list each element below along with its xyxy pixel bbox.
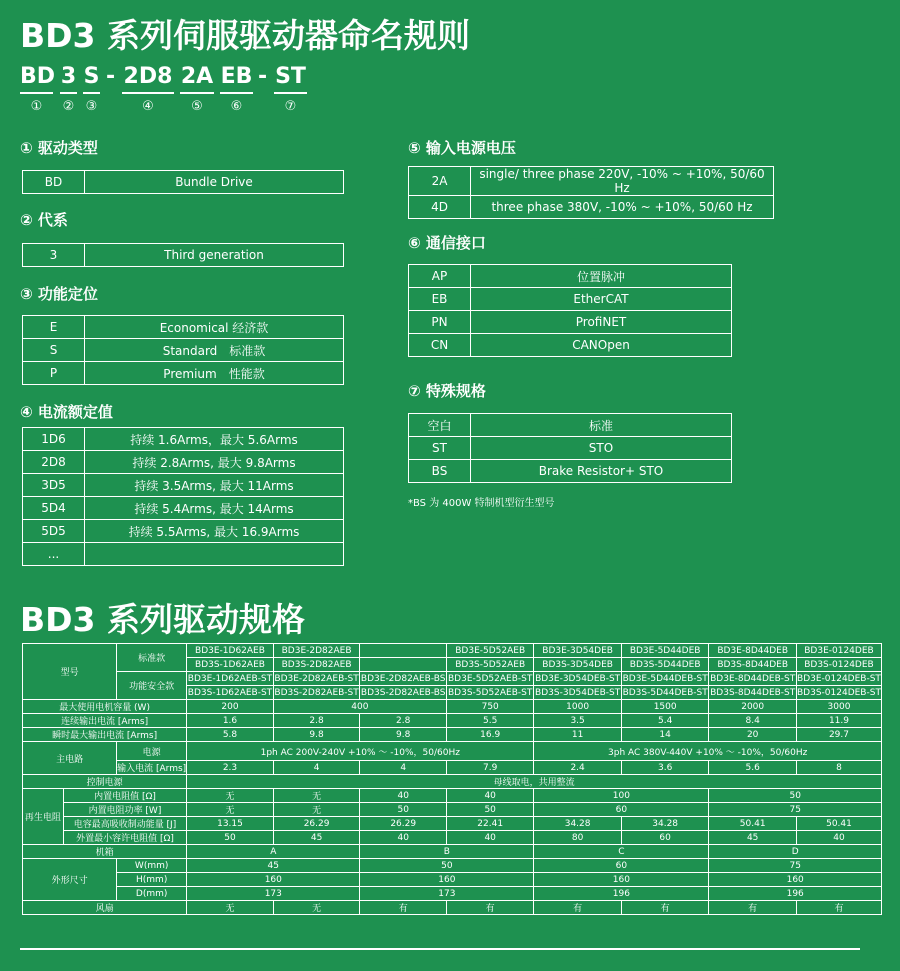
table-cell: BD3S-3D54DEB-ST	[535, 687, 621, 698]
table-cell: 1D6	[23, 428, 85, 451]
table-cell: 34.28	[621, 817, 709, 831]
table-cell: BD3S-2D82AEB-ST	[274, 687, 359, 698]
table-cell: 2.8	[273, 714, 360, 728]
drive-type-table	[22, 170, 344, 194]
table-cell: 持续 2.8Arms, 最大 9.8Arms	[85, 451, 344, 474]
table-cell: 无	[273, 789, 360, 803]
table-row	[23, 803, 882, 817]
table-cell: 3.6	[621, 761, 709, 775]
table-cell: ProfiNET	[471, 311, 732, 334]
table-cell: 空白	[409, 414, 471, 437]
table-row	[23, 901, 882, 915]
table-cell: BD3E-2D82AEB-BS	[360, 673, 446, 684]
table-cell: 有	[447, 901, 534, 915]
table-cell: BD3E-0124DEB-ST	[797, 673, 881, 684]
table-row	[23, 845, 882, 859]
table-cell: 8	[796, 761, 881, 775]
table-cell: 5.6	[709, 761, 797, 775]
table-cell: 无	[273, 803, 360, 817]
table-cell: Brake Resistor+ STO	[471, 460, 732, 483]
table-cell: BD3E-5D44DEB	[621, 644, 709, 658]
table-row	[23, 831, 882, 845]
table-cell: 200	[187, 700, 274, 714]
table-cell: 持续 5.4Arms, 最大 14Arms	[85, 497, 344, 520]
section-function: ③ 功能定位	[20, 285, 98, 303]
table-cell: 5.8	[187, 728, 274, 742]
table-cell: 11	[534, 728, 622, 742]
table-cell: 3.5	[534, 714, 622, 728]
table-cell: 50	[360, 803, 447, 817]
table-cell: 1.6	[187, 714, 274, 728]
table-cell: ST	[409, 437, 471, 460]
table-cell: 9.8	[273, 728, 360, 742]
table-row	[23, 362, 344, 385]
table-cell: 20	[709, 728, 797, 742]
section-current: ④ 电流额定值	[20, 403, 113, 421]
table-cell: 100	[534, 789, 709, 803]
table-cell: BD3E-5D52AEB-ST	[448, 673, 533, 684]
table-cell: B	[360, 845, 534, 859]
table-row	[23, 474, 344, 497]
table-cell: BD3S-2D82AEB-BS	[360, 687, 446, 698]
table-cell: 2D8	[23, 451, 85, 474]
table-cell: 标准款	[117, 644, 187, 672]
section-comm: ⑥ 通信接口	[408, 234, 486, 252]
table-cell: 7.9	[447, 761, 534, 775]
table-cell: 11.9	[796, 714, 881, 728]
table-cell: BD3S-5D52AEB-ST	[448, 687, 533, 698]
code-part-generation: 3 ②	[60, 64, 77, 114]
table-cell: BD3S-1D62AEB	[187, 658, 274, 672]
table-row	[23, 339, 344, 362]
table-cell: 400	[273, 700, 446, 714]
table-cell: 3ph AC 380V-440V +10% ～ -10%，50/60Hz	[534, 742, 882, 761]
code-part-comm: EB ⑥	[220, 64, 253, 114]
table-cell: 无	[187, 789, 274, 803]
table-cell: W(mm)	[117, 859, 187, 873]
table-cell: EtherCAT	[471, 288, 732, 311]
table-cell: BD3E-3D54DEB-ST	[535, 673, 621, 684]
table-cell: 4	[360, 761, 447, 775]
table-cell: BD3E-1D62AEB	[187, 644, 274, 658]
table-cell: 内置电阻功率 [W]	[63, 803, 186, 817]
table-cell	[85, 543, 344, 566]
table-cell: 75	[709, 803, 882, 817]
table-cell: 50.41	[709, 817, 797, 831]
table-row	[23, 873, 882, 887]
table-row	[23, 672, 882, 686]
table-cell: 60	[534, 803, 709, 817]
table-cell: 160	[187, 873, 360, 887]
table-cell: single/ three phase 220V, -10% ~ +10%, 50/60 Hz	[471, 167, 774, 196]
table-cell: 45	[273, 831, 360, 845]
table-cell: BD3E-5D52AEB	[447, 644, 534, 658]
code-part-current: 2D8 ④	[123, 64, 173, 114]
table-row	[409, 437, 732, 460]
table-cell: BD3S-8D44DEB	[709, 658, 797, 672]
table-cell: 50	[709, 789, 882, 803]
table-cell: 40	[796, 831, 881, 845]
section-generation: ② 代系	[20, 211, 68, 229]
table-cell: BD3S-5D44DEB-ST	[622, 687, 708, 698]
table-cell: BD3S-0124DEB-ST	[797, 687, 881, 698]
table-cell: 5D4	[23, 497, 85, 520]
table-row	[23, 497, 344, 520]
table-cell: Third generation	[85, 244, 344, 267]
table-cell: BD3S-8D44DEB-ST	[710, 687, 796, 698]
table-cell: 60	[534, 859, 709, 873]
table-cell: Standard 标准款	[85, 339, 344, 362]
table-cell: 16.9	[447, 728, 534, 742]
table-cell: 2A	[409, 167, 471, 196]
table-cell: BD3S-5D52AEB	[447, 658, 534, 672]
table-cell: 2000	[709, 700, 797, 714]
table-row	[23, 714, 882, 728]
function-table	[22, 315, 344, 385]
table-cell: STO	[471, 437, 732, 460]
table-cell: ...	[23, 543, 85, 566]
table-row	[409, 460, 732, 483]
section-drive-type: ① 驱动类型	[20, 139, 98, 157]
table-row	[409, 265, 732, 288]
table-cell: 50	[187, 831, 274, 845]
bottom-divider	[20, 948, 860, 950]
table-cell: 1000	[534, 700, 622, 714]
table-cell: 34.28	[534, 817, 622, 831]
table-row	[23, 244, 344, 267]
table-cell: 45	[709, 831, 797, 845]
table-cell: 主电路	[23, 742, 117, 775]
table-cell: 最大使用电机容量 (W)	[23, 700, 187, 714]
table-cell: BD	[23, 171, 85, 194]
table-cell: 有	[621, 901, 709, 915]
table-cell: BD3E-1D62AEB-ST	[187, 673, 273, 684]
table-cell: 控制电源	[23, 775, 187, 789]
table-cell: 14	[621, 728, 709, 742]
current-table	[22, 427, 344, 566]
table-cell: 2.8	[360, 714, 447, 728]
table-row	[409, 414, 732, 437]
code-part-function: S ③	[83, 64, 100, 114]
table-row	[409, 288, 732, 311]
spec-table	[22, 643, 882, 915]
table-row	[23, 543, 344, 566]
table-cell: BD3S-0124DEB	[796, 658, 881, 672]
table-cell: 9.8	[360, 728, 447, 742]
generation-table	[22, 243, 344, 267]
table-cell: BS	[409, 460, 471, 483]
table-cell: three phase 380V, -10% ~ +10%, 50/60 Hz	[471, 196, 774, 219]
table-cell: C	[534, 845, 709, 859]
table-cell: 75	[709, 859, 882, 873]
table-row	[23, 451, 344, 474]
table-cell: 4D	[409, 196, 471, 219]
table-cell: 45	[187, 859, 360, 873]
table-cell: BD3E-8D44DEB-ST	[710, 673, 796, 684]
table-cell: 40	[360, 831, 447, 845]
table-cell	[360, 644, 447, 658]
table-cell: 输入电流 [Arms]	[117, 761, 187, 775]
table-row	[23, 775, 882, 789]
table-cell: BD3S-3D54DEB	[534, 658, 622, 672]
table-cell: 电源	[117, 742, 187, 761]
table-cell: 26.29	[273, 817, 360, 831]
table-cell: 196	[709, 887, 882, 901]
special-table	[408, 413, 732, 483]
code-part-power: 2A ⑤	[180, 64, 214, 114]
section-power: ⑤ 输入电源电压	[408, 139, 516, 157]
table-cell: H(mm)	[117, 873, 187, 887]
table-cell: Bundle Drive	[85, 171, 344, 194]
table-row	[23, 728, 882, 742]
table-cell: D(mm)	[117, 887, 187, 901]
table-cell: 2.4	[534, 761, 622, 775]
table-cell: PN	[409, 311, 471, 334]
table-cell: Premium 性能款	[85, 362, 344, 385]
table-cell: CN	[409, 334, 471, 357]
table-cell: BD3S-1D62AEB-ST	[187, 687, 273, 698]
table-cell: 5D5	[23, 520, 85, 543]
table-cell: 瞬时最大输出电流 [Arms]	[23, 728, 187, 742]
table-cell: 风扇	[23, 901, 187, 915]
table-row	[409, 196, 774, 219]
comm-table	[408, 264, 732, 357]
table-cell: 持续 5.5Arms, 最大 16.9Arms	[85, 520, 344, 543]
table-cell: BD3S-2D82AEB	[273, 658, 360, 672]
table-cell: 50	[447, 803, 534, 817]
table-cell: 750	[447, 700, 534, 714]
table-row	[409, 311, 732, 334]
table-row	[409, 334, 732, 357]
table-row	[409, 167, 774, 196]
table-cell: CANOpen	[471, 334, 732, 357]
table-cell: 5.4	[621, 714, 709, 728]
table-cell: 160	[534, 873, 709, 887]
table-cell: 2.3	[187, 761, 274, 775]
table-cell: 3	[23, 244, 85, 267]
table-row	[23, 761, 882, 775]
table-cell: 有	[534, 901, 622, 915]
table-cell: 5.5	[447, 714, 534, 728]
table-cell: 内置电阻值 [Ω]	[63, 789, 186, 803]
table-row	[23, 171, 344, 194]
code-part-special: ST ⑦	[275, 64, 306, 114]
code-dash: -	[258, 64, 268, 89]
table-cell: 有	[360, 901, 447, 915]
table-cell: 母线取电，共用整流	[187, 775, 882, 789]
table-cell: E	[23, 316, 85, 339]
table-cell: BD3E-3D54DEB	[534, 644, 622, 658]
table-cell: A	[187, 845, 360, 859]
table-cell: EB	[409, 288, 471, 311]
table-row	[23, 859, 882, 873]
table-cell: 4	[273, 761, 360, 775]
table-cell: AP	[409, 265, 471, 288]
table-cell: 无	[187, 803, 274, 817]
table-cell: 29.7	[796, 728, 881, 742]
table-cell: D	[709, 845, 882, 859]
table-cell: 26.29	[360, 817, 447, 831]
table-cell	[360, 658, 447, 672]
table-cell: 功能安全款	[117, 672, 187, 700]
table-cell: BD3E-0124DEB	[796, 644, 881, 658]
table-cell: 无	[273, 901, 360, 915]
table-cell: 型号	[23, 644, 117, 700]
spec-title: BD3 系列驱动规格	[20, 600, 305, 639]
table-cell: 1ph AC 200V-240V +10% ～ -10%，50/60Hz	[187, 742, 534, 761]
table-cell: 13.15	[187, 817, 274, 831]
table-cell: 电容最高吸收制动能量 [J]	[63, 817, 186, 831]
table-row	[23, 887, 882, 901]
table-cell: Economical 经济款	[85, 316, 344, 339]
table-cell: 位置脉冲	[471, 265, 732, 288]
table-cell: 40	[447, 831, 534, 845]
power-table	[408, 166, 774, 219]
table-cell: 连续输出电流 [Arms]	[23, 714, 187, 728]
table-cell: 3D5	[23, 474, 85, 497]
table-cell: 无	[187, 901, 274, 915]
table-cell: 40	[447, 789, 534, 803]
table-cell: BD3S-5D44DEB	[621, 658, 709, 672]
table-cell: 60	[621, 831, 709, 845]
table-cell: 持续 3.5Arms, 最大 11Arms	[85, 474, 344, 497]
table-cell: 173	[360, 887, 534, 901]
table-cell: 持续 1.6Arms，最大 5.6Arms	[85, 428, 344, 451]
table-cell: P	[23, 362, 85, 385]
table-cell: 3000	[796, 700, 881, 714]
table-cell: S	[23, 339, 85, 362]
table-cell: 8.4	[709, 714, 797, 728]
table-cell: 160	[709, 873, 882, 887]
table-cell: 50.41	[796, 817, 881, 831]
table-cell: 外形尺寸	[23, 859, 117, 901]
table-row	[23, 428, 344, 451]
table-cell: BD3E-2D82AEB	[273, 644, 360, 658]
table-row	[23, 520, 344, 543]
table-cell: BD3E-2D82AEB-ST	[274, 673, 359, 684]
table-cell: 173	[187, 887, 360, 901]
code-dash: -	[106, 64, 116, 89]
table-row	[23, 316, 344, 339]
table-cell: 50	[360, 859, 534, 873]
table-row	[23, 817, 882, 831]
table-cell: 1500	[621, 700, 709, 714]
table-row	[23, 644, 882, 658]
table-row	[23, 789, 882, 803]
table-cell: BD3E-8D44DEB	[709, 644, 797, 658]
table-row	[23, 742, 882, 761]
footnote: *BS 为 400W 特制机型衍生型号	[408, 498, 555, 509]
table-cell: 196	[534, 887, 709, 901]
table-cell: 机箱	[23, 845, 187, 859]
code-part-series: BD ①	[20, 64, 56, 114]
table-cell: 外置最小容许电阻值 [Ω]	[63, 831, 186, 845]
table-cell: 22.41	[447, 817, 534, 831]
table-row	[23, 700, 882, 714]
table-cell: 160	[360, 873, 534, 887]
table-cell: 80	[534, 831, 622, 845]
table-cell: 有	[709, 901, 797, 915]
page-title: BD3 系列伺服驱动器命名规则	[20, 16, 470, 55]
section-special: ⑦ 特殊规格	[408, 382, 486, 400]
table-cell: BD3E-5D44DEB-ST	[622, 673, 708, 684]
table-cell: 标准	[471, 414, 732, 437]
table-cell: 40	[360, 789, 447, 803]
table-cell: 有	[796, 901, 881, 915]
table-cell: 再生电阻	[23, 789, 64, 845]
